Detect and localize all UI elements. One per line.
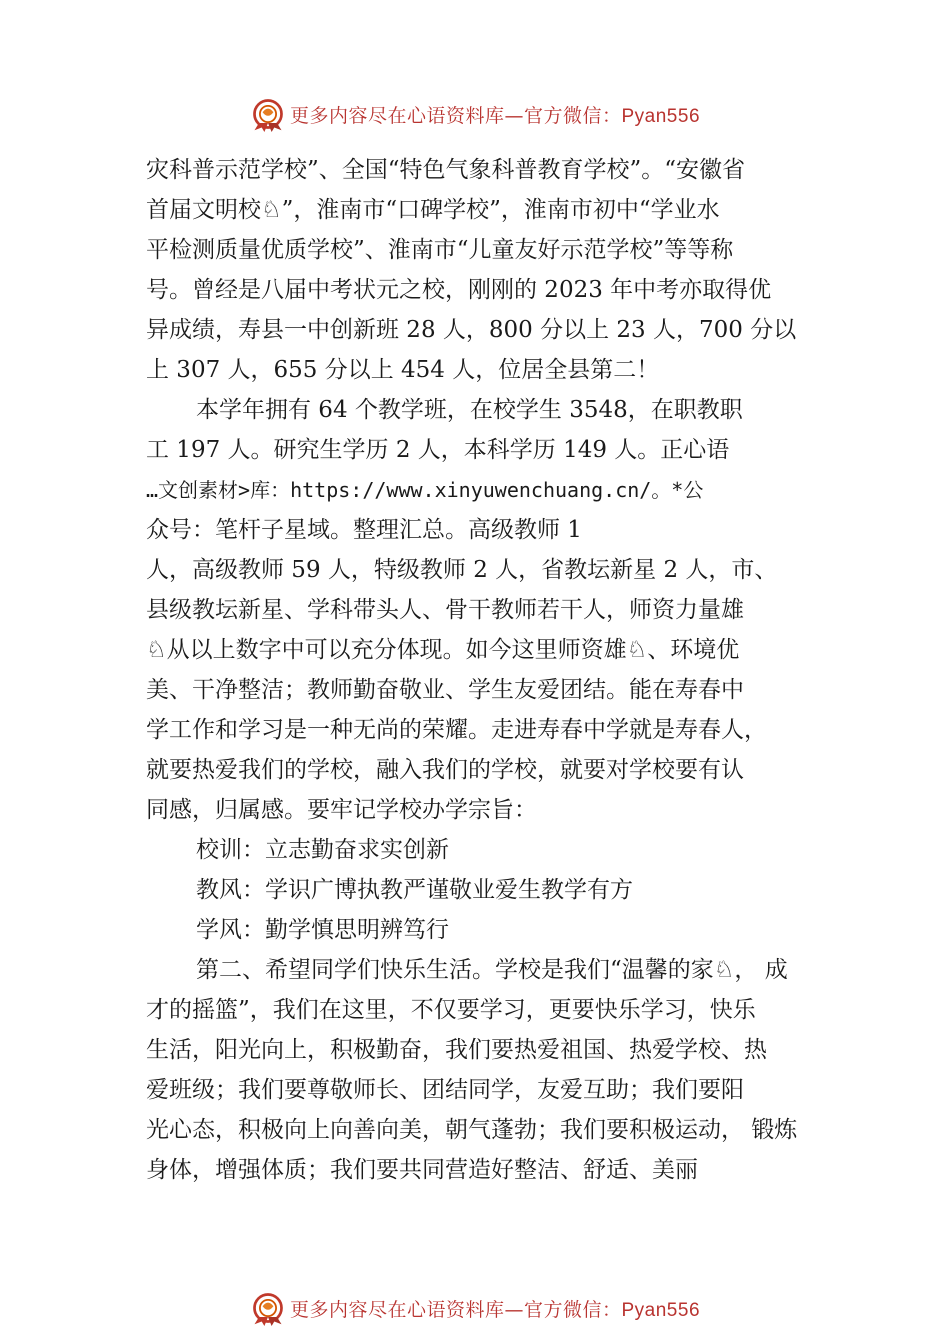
text-line: 首届文明校♘”，淮南市“口碑学校”，淮南市初中“学业水 bbox=[146, 197, 720, 223]
teaching-style-line: 教风：学识广博执教严谨敬业爱生教学有方 bbox=[196, 877, 633, 903]
text-line: 异成绩，寿县一中创新班 28 人，800 分以上 23 人，700 分以 bbox=[146, 317, 797, 343]
ribbon-seal-logo-icon bbox=[250, 96, 286, 132]
document-body bbox=[146, 150, 814, 1190]
school-motto-line: 校训：立志勤奋求实创新 bbox=[196, 837, 449, 863]
footer-banner bbox=[0, 1288, 950, 1328]
text-line: 才的摇篮”，我们在这里，不仅要学习，更要快乐学习，快乐 bbox=[146, 997, 756, 1023]
banner-text: 更多内容尽在心语资料库—官方微信：Pyan556 bbox=[289, 1298, 701, 1321]
text-line: 第二、希望同学们快乐生活。学校是我们“温馨的家♘， 成 bbox=[196, 957, 788, 983]
text-line-url: …文创素材>库：https://www.xinyuwenchuang.cn/。*公 bbox=[146, 478, 704, 502]
text-line: 县级教坛新星、学科带头人、骨干教师若干人，师资力量雄 bbox=[146, 597, 744, 623]
header-banner bbox=[0, 94, 950, 134]
text-line: 就要热爱我们的学校，融入我们的学校，就要对学校要有认 bbox=[146, 757, 744, 783]
text-line: 美、干净整洁；教师勤奋敬业、学生友爱团结。能在寿春中 bbox=[146, 677, 744, 703]
text-line: 身体，增强体质；我们要共同营造好整洁、舒适、美丽 bbox=[146, 1157, 698, 1183]
text-line: 工 197 人。研究生学历 2 人，本科学历 149 人。正心语 bbox=[146, 437, 730, 463]
study-style-line: 学风：勤学慎思明辨笃行 bbox=[196, 917, 449, 943]
text-line: 爱班级；我们要尊敬师长、团结同学，友爱互助；我们要阳 bbox=[146, 1077, 744, 1103]
banner-text: 更多内容尽在心语资料库—官方微信：Pyan556 bbox=[289, 104, 701, 127]
text-line: ♘从以上数字中可以充分体现。如今这里师资雄♘、环境优 bbox=[146, 637, 740, 663]
text-line: 号。曾经是八届中考状元之校，刚刚的 2023 年中考亦取得优 bbox=[146, 277, 772, 303]
text-line: 人，高级教师 59 人，特级教师 2 人，省教坛新星 2 人，市、 bbox=[146, 557, 778, 583]
text-line: 上 307 人，655 分以上 454 人，位居全县第二！ bbox=[146, 357, 660, 383]
ribbon-seal-logo-icon bbox=[250, 1290, 286, 1326]
text-line: 学工作和学习是一种无尚的荣耀。走进寿春中学就是寿春人， bbox=[146, 717, 767, 743]
text-line: 光心态，积极向上向善向美，朝气蓬勃；我们要积极运动， 锻炼 bbox=[146, 1117, 798, 1143]
text-line: 灾科普示范学校”、全国“特色气象科普教育学校”。“安徽省 bbox=[146, 157, 746, 183]
text-line: 生活，阳光向上，积极勤奋，我们要热爱祖国、热爱学校、热 bbox=[146, 1037, 767, 1063]
text-line: 平检测质量优质学校”、淮南市“儿童友好示范学校”等等称 bbox=[146, 237, 734, 263]
text-line: 众号：笔杆子星域。整理汇总。高级教师 1 bbox=[146, 517, 582, 543]
text-line: 同感，归属感。要牢记学校办学宗旨： bbox=[146, 797, 537, 823]
text-line: 本学年拥有 64 个教学班，在校学生 3548，在职教职 bbox=[196, 397, 743, 423]
